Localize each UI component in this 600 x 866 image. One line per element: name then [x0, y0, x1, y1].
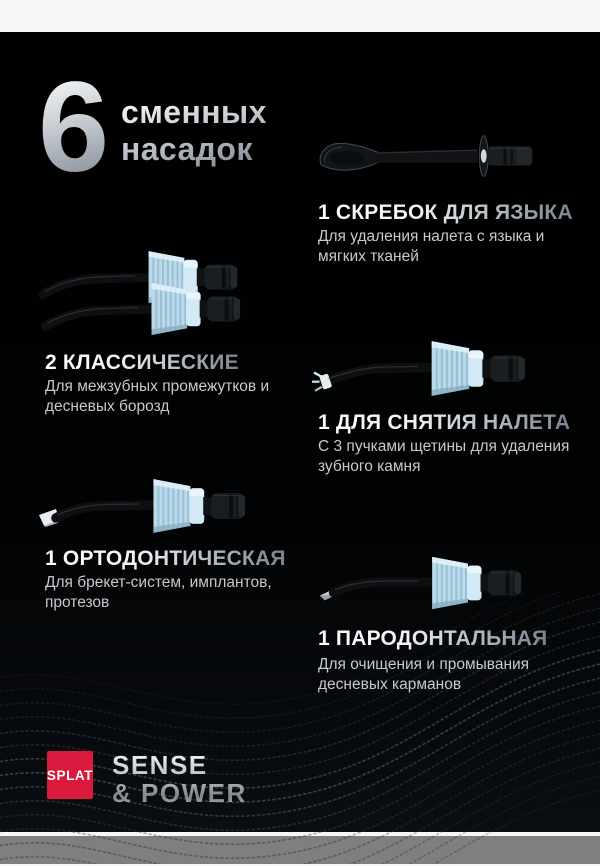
count-headline-words: [121, 94, 267, 168]
plaque-title: 1 ДЛЯ СНЯТИЯ НАЛЕТА: [318, 411, 571, 434]
headline-word-1: сменных: [121, 94, 267, 130]
periodontal-illustration: [318, 552, 526, 612]
orthodontic-illustration: [36, 474, 250, 536]
count-headline-number: 6: [38, 56, 108, 199]
brand-name: [112, 751, 247, 807]
perio-description: Для очищения и промывания десневых карманов: [318, 656, 530, 693]
classic-nozzle-top: [43, 251, 238, 303]
splat-logo-text: SPLAT: [46, 767, 94, 783]
brand-name-line2: & POWER: [112, 778, 247, 808]
plaque-removal-illustration: [312, 336, 530, 399]
headline-word-2: насадок: [121, 131, 253, 167]
splat-logo: [47, 751, 93, 799]
scraper-title: 1 СКРЕБОК ДЛЯ ЯЗЫКА: [318, 201, 573, 224]
classic-nozzles-illustration: [33, 248, 243, 340]
classic-description: Для межзубных промежутков и десневых борозд: [45, 378, 270, 415]
scraper-description: Для удаления налета с языка и мягких тканей: [318, 228, 545, 265]
ortho-title: 1 ОРТОДОНТИЧЕСКАЯ: [45, 547, 286, 570]
brand-name-line1: SENSE: [112, 750, 208, 780]
classic-title: 2 КЛАССИЧЕСКИЕ: [45, 351, 239, 374]
plaque-description: С 3 пучками щетины для удаления зубного камня: [318, 438, 570, 475]
classic-nozzle-bottom: [46, 283, 241, 335]
ortho-description: Для брекет-систем, имплантов, протезов: [45, 574, 272, 611]
perio-title: 1 ПАРОДОНТАЛЬНАЯ: [318, 627, 548, 650]
brand-block: [47, 751, 247, 807]
tongue-scraper-illustration: [315, 124, 543, 186]
